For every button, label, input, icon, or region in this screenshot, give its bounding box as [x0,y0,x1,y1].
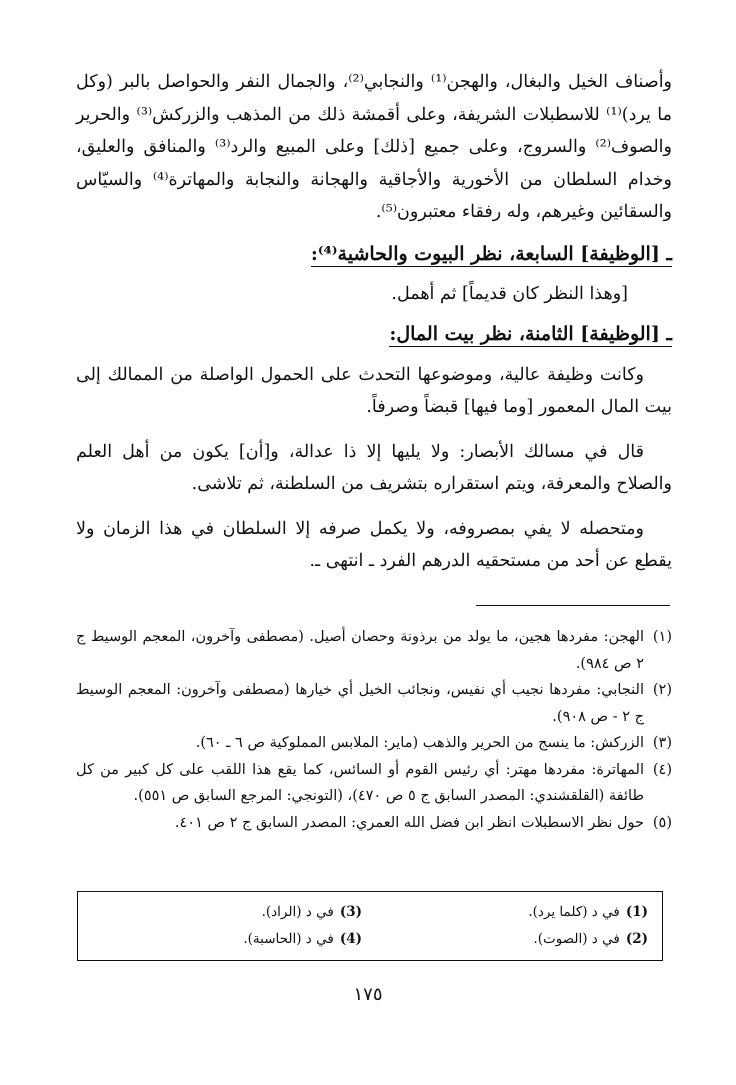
paragraph-income: ومتحصله لا يفي بمصروفه، ولا يكمل صرفه إلا السلطان في هذا الزمان ولا يقطع عن أحد من مستحقيه الدرهم الفرد ـ انتهى ـ. [76,518,672,571]
variant-item [243,928,362,950]
main-text [76,66,672,578]
variant-text: في د (الراد). [261,904,334,920]
variant-number: (2) [625,931,648,947]
manuscript-variants-box [77,891,663,961]
section-heading-seventh [76,239,672,271]
section-heading-eighth-label: ـ [الوظيفة] الثامنة، نظر بيت المال: [389,322,672,345]
section-heading-eighth [76,319,672,351]
variant-number: (3) [339,904,362,920]
variant-number: (4) [339,931,362,947]
footnote [76,730,672,757]
footnotes [76,624,672,836]
footnote-number: (٢) [652,682,672,698]
footnote-number: (٤) [652,761,672,778]
footnote [76,757,672,810]
footnote [76,810,672,837]
footnote-number: (٣) [652,735,672,751]
paragraph-masalik: قال في مسالك الأبصار: ولا يليها إلا ذا عدالة، و[أن] يكون من أهل العلم والصلاح والمعرفة، ويتم استقراره بتشريف من السلطنة، ثم تلاشى. [76,441,672,494]
variant-item [533,928,648,950]
footnote-number: (٥) [652,814,672,831]
footnote-divider [476,605,670,606]
paragraph-treasury: وكانت وظيفة عالية، وموضوعها التحدث على الحمول الواصلة من الممالك إلى بيت المال المعمور [وما فيها] قبضاً وصرفاً. [76,364,672,417]
variant-item [528,901,648,923]
footnote-text: الهجن: مفردها هجين، ما يولد من برذونة وحصان أصيل. (مصطفى وآخرون، المعجم الوسيط ج ٢ ص ٩٨٤). [76,629,644,672]
variant-text: في د (الصوت). [533,931,620,947]
footnote-text: الزركش: ما ينسج من الحرير والذهب (ماير: الملابس المملوكية ص ٦ ـ ٦٠). [195,735,644,751]
variant-text: في د (الحاسبة). [243,931,334,947]
variant-item [262,901,362,923]
paragraph-neglected: [وهذا النظر كان قديماً] ثم أهمل. [391,283,628,304]
page-number: ١٧٥ [353,984,383,1005]
footnote-text: حول نظر الاسطبلات انظر ابن فضل الله العمري: المصدر السابق ج ٢ ص ٤٠١. [174,814,644,831]
footnote [76,624,672,677]
variant-text: في د (كلما يرد). [528,904,620,920]
footnote-text: المهاترة: مفردها مهتر: أي رئيس القوم أو السائس، كما يقع هذا اللقب على كل كبير من كل طائفة (القلقشندي: المصدر السابق ج ٥ ص ٤٧٠)، (التونجي: المرجع السابق ص ٥٥١). [76,761,644,804]
paragraph-horses: وأصناف الخيل والبغال، والهجن⁽¹⁾ والنجابي⁽²⁾، والجمال النفر والحواصل بالبر (وكل ما يرد)⁽¹⁾ للاسطبلات الشريفة، وعلى أقمشة ذلك من المذهب والزركش⁽³⁾ والحرير والصوف⁽²⁾ والسروج، وعلى جميع [ذلك] وعلى المبيع والرد⁽³⁾ والمنافق والعليق، وخدام السلطان من الأخورية والأجاقية والهجانة والنجابة والمهاترة⁽⁴⁾ والسيّاس والسقائين وغيرهم، وله رفقاء معتبرون⁽⁵⁾. [76,72,673,222]
footnote [76,677,672,730]
footnote-text: النجابي: مفردها نجيب أي نفيس، ونجائب الخيل أي خيارها (مصطفى وآخرون: المعجم الوسيط ج ٢ - ص ٩٠٨). [76,682,644,725]
variant-number: (1) [625,904,648,920]
section-heading-seventh-label: ـ [الوظيفة] السابعة، نظر البيوت والحاشية⁽⁴⁾: [310,242,672,265]
footnote-number: (١) [652,629,672,645]
